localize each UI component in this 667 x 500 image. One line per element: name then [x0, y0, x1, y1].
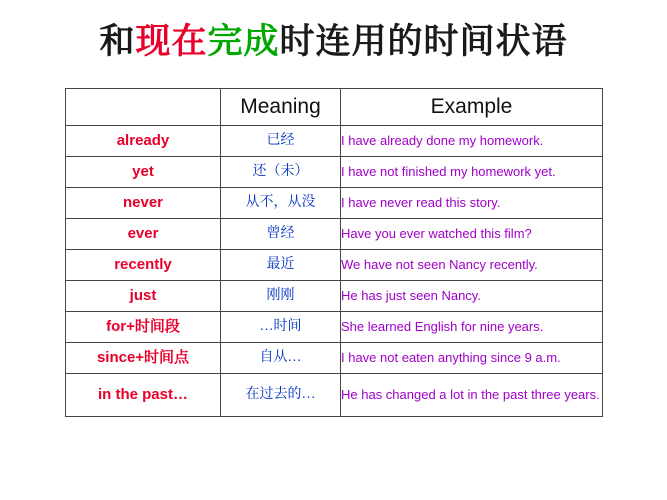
cell-meaning: …时间 [221, 312, 341, 343]
title-part-1: 和 [99, 22, 136, 61]
cell-word: yet [66, 157, 221, 188]
table-row [66, 312, 603, 343]
title-part-4: 时连用的时间状语 [279, 22, 568, 61]
cell-example: I have not finished my homework yet. [341, 157, 603, 188]
cell-meaning: 从不，从没 [221, 188, 341, 219]
table-header-row [66, 89, 603, 126]
cell-word: for+时间段 [66, 312, 221, 343]
cell-example: We have not seen Nancy recently. [341, 250, 603, 281]
cell-word: recently [66, 250, 221, 281]
cell-word: already [66, 126, 221, 157]
cell-example: He has changed a lot in the past three years. [341, 374, 603, 417]
cell-example: She learned English for nine years. [341, 312, 603, 343]
table-row [66, 219, 603, 250]
cell-word: ever [66, 219, 221, 250]
page-title [0, 0, 667, 70]
cell-word: since+时间点 [66, 343, 221, 374]
table-row [66, 281, 603, 312]
cell-example: Have you ever watched this film? [341, 219, 603, 250]
table-row [66, 157, 603, 188]
cell-meaning: 最近 [221, 250, 341, 281]
cell-meaning: 自从… [221, 343, 341, 374]
cell-meaning: 在过去的… [221, 374, 341, 417]
table-row [66, 188, 603, 219]
cell-example: I have never read this story. [341, 188, 603, 219]
header-cell-blank [66, 89, 221, 126]
grammar-table-container [65, 88, 602, 417]
grammar-table [65, 88, 603, 417]
table-row [66, 250, 603, 281]
cell-example: He has just seen Nancy. [341, 281, 603, 312]
cell-meaning: 刚刚 [221, 281, 341, 312]
cell-example: I have already done my homework. [341, 126, 603, 157]
cell-meaning: 曾经 [221, 219, 341, 250]
cell-word: never [66, 188, 221, 219]
header-cell-example: Example [341, 89, 603, 126]
cell-meaning: 还（未） [221, 157, 341, 188]
table-row [66, 126, 603, 157]
table-row [66, 374, 603, 417]
title-part-2: 现在 [135, 22, 208, 61]
cell-word: just [66, 281, 221, 312]
header-cell-meaning: Meaning [221, 89, 341, 126]
cell-example: I have not eaten anything since 9 a.m. [341, 343, 603, 374]
title-part-3: 完成 [207, 22, 280, 61]
cell-meaning: 已经 [221, 126, 341, 157]
table-row [66, 343, 603, 374]
cell-word: in the past… [66, 374, 221, 417]
